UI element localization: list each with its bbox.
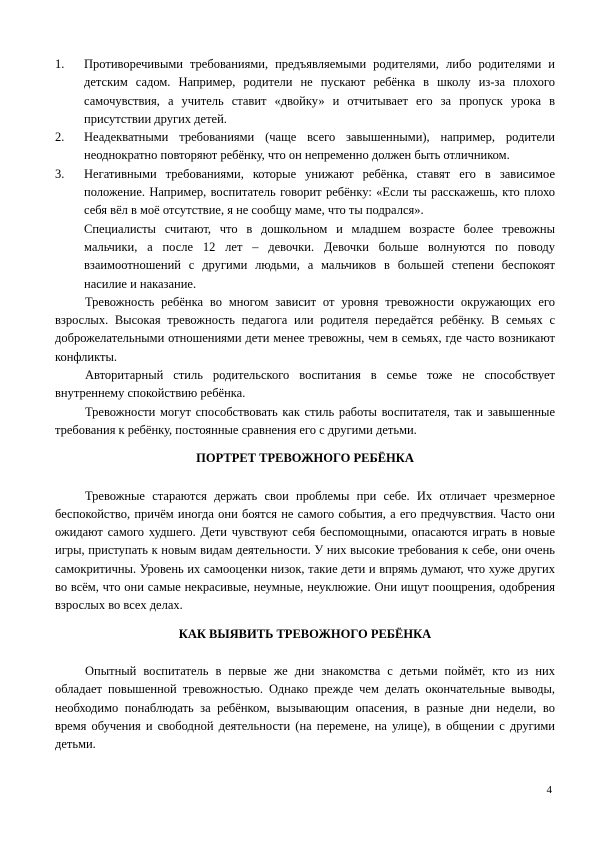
- list-item-text: Противоречивыми требованиями, предъявляемыми родителями, либо родителями и детским садом. Например, родители не пускают ребёнка в школу из-за плохого самочувствия, а учитель ставит «двойку» и отчитывает его за пропуск урока в присутствии других детей.: [84, 57, 555, 126]
- list-item: [55, 128, 555, 165]
- paragraph-anxiety-depends: Тревожность ребёнка во многом зависит от уровня тревожности окружающих его взрослых. Высокая тревожность педагога или родителя передаётся ребёнку. В семьях с доброжелательными отношениями дети менее тревожны, чем в семьях, где часто возникают конфликты.: [55, 294, 555, 364]
- paragraph-detect: Опытный воспитатель в первые же дни знакомства с детьми поймёт, кто из них обладает повышенной тревожностью. Однако прежде чем делать окончательные выводы, необходимо понаблюдать за ребёнком, вызывающим опасения, в разные дни недели, во время обучения и свободной деятельности (на перемене, на улице), в общении с другими детьми.: [55, 663, 555, 752]
- section-heading-portrait: ПОРТРЕТ ТРЕВОЖНОГО РЕБЁНКА: [196, 451, 414, 466]
- section-heading-detect: КАК ВЫЯВИТЬ ТРЕВОЖНОГО РЕБЁНКА: [178, 626, 432, 641]
- paragraph-specialists: Специалисты считают, что в дошкольном и младшем возрасте более тревожны мальчики, а после 12 лет – девочки. Девочки больше волнуются по поводу взаимоотношений с другими людьми, а мальчиков в большей степени беспокоят насилие и наказание.: [84, 221, 555, 291]
- list-item: [55, 165, 555, 220]
- requirements-list: [55, 55, 555, 220]
- list-item-number: 1.: [55, 57, 65, 71]
- paragraph-portrait: Тревожные стараются держать свои проблемы при себе. Их отличает чрезмерное беспокойство, причём иногда они боятся не самого события, а его предчувствия. Часто они ожидают самого худшего. Дети чувствуют себя беспомощными, опасаются играть в новые игры, приступать к новым видам деятельности. У них высокие требования к себе, они очень самокритичны. Уровень их самооценки низок, такие дети и впрямь думают, что хуже других во всём, что они самые некрасивые, неумные, неуклюжие. Они ищут поощрения, одобрения взрослых во всех делах.: [55, 488, 555, 613]
- list-item-text: Негативными требованиями, которые унижают ребёнка, ставят его в зависимое положение. Например, воспитатель говорит ребёнку: «Если ты расскажешь, кто плохо себя вёл в моё отсутствие, я не сообщу маме, что ты подрался».: [84, 166, 555, 218]
- page-number: 4: [546, 784, 552, 796]
- list-item-text: Неадекватными требованиями (чаще всего завышенными), например, родители неоднократно повторяют ребёнку, что он непременно должен быть отличником.: [84, 130, 555, 163]
- list-item: [55, 55, 555, 128]
- paragraph-authoritarian: Авторитарный стиль родительского воспитания в семье тоже не способствует внутреннему спокойствию ребёнка.: [55, 368, 555, 401]
- list-item-number: 3.: [55, 166, 65, 181]
- list-item-number: 2.: [55, 130, 65, 145]
- paragraph-contributes: Тревожности могут способствовать как стиль работы воспитателя, так и завышенные требования к ребёнку, постоянные сравнения его с другими детьми.: [55, 404, 555, 437]
- page-content: [55, 55, 555, 753]
